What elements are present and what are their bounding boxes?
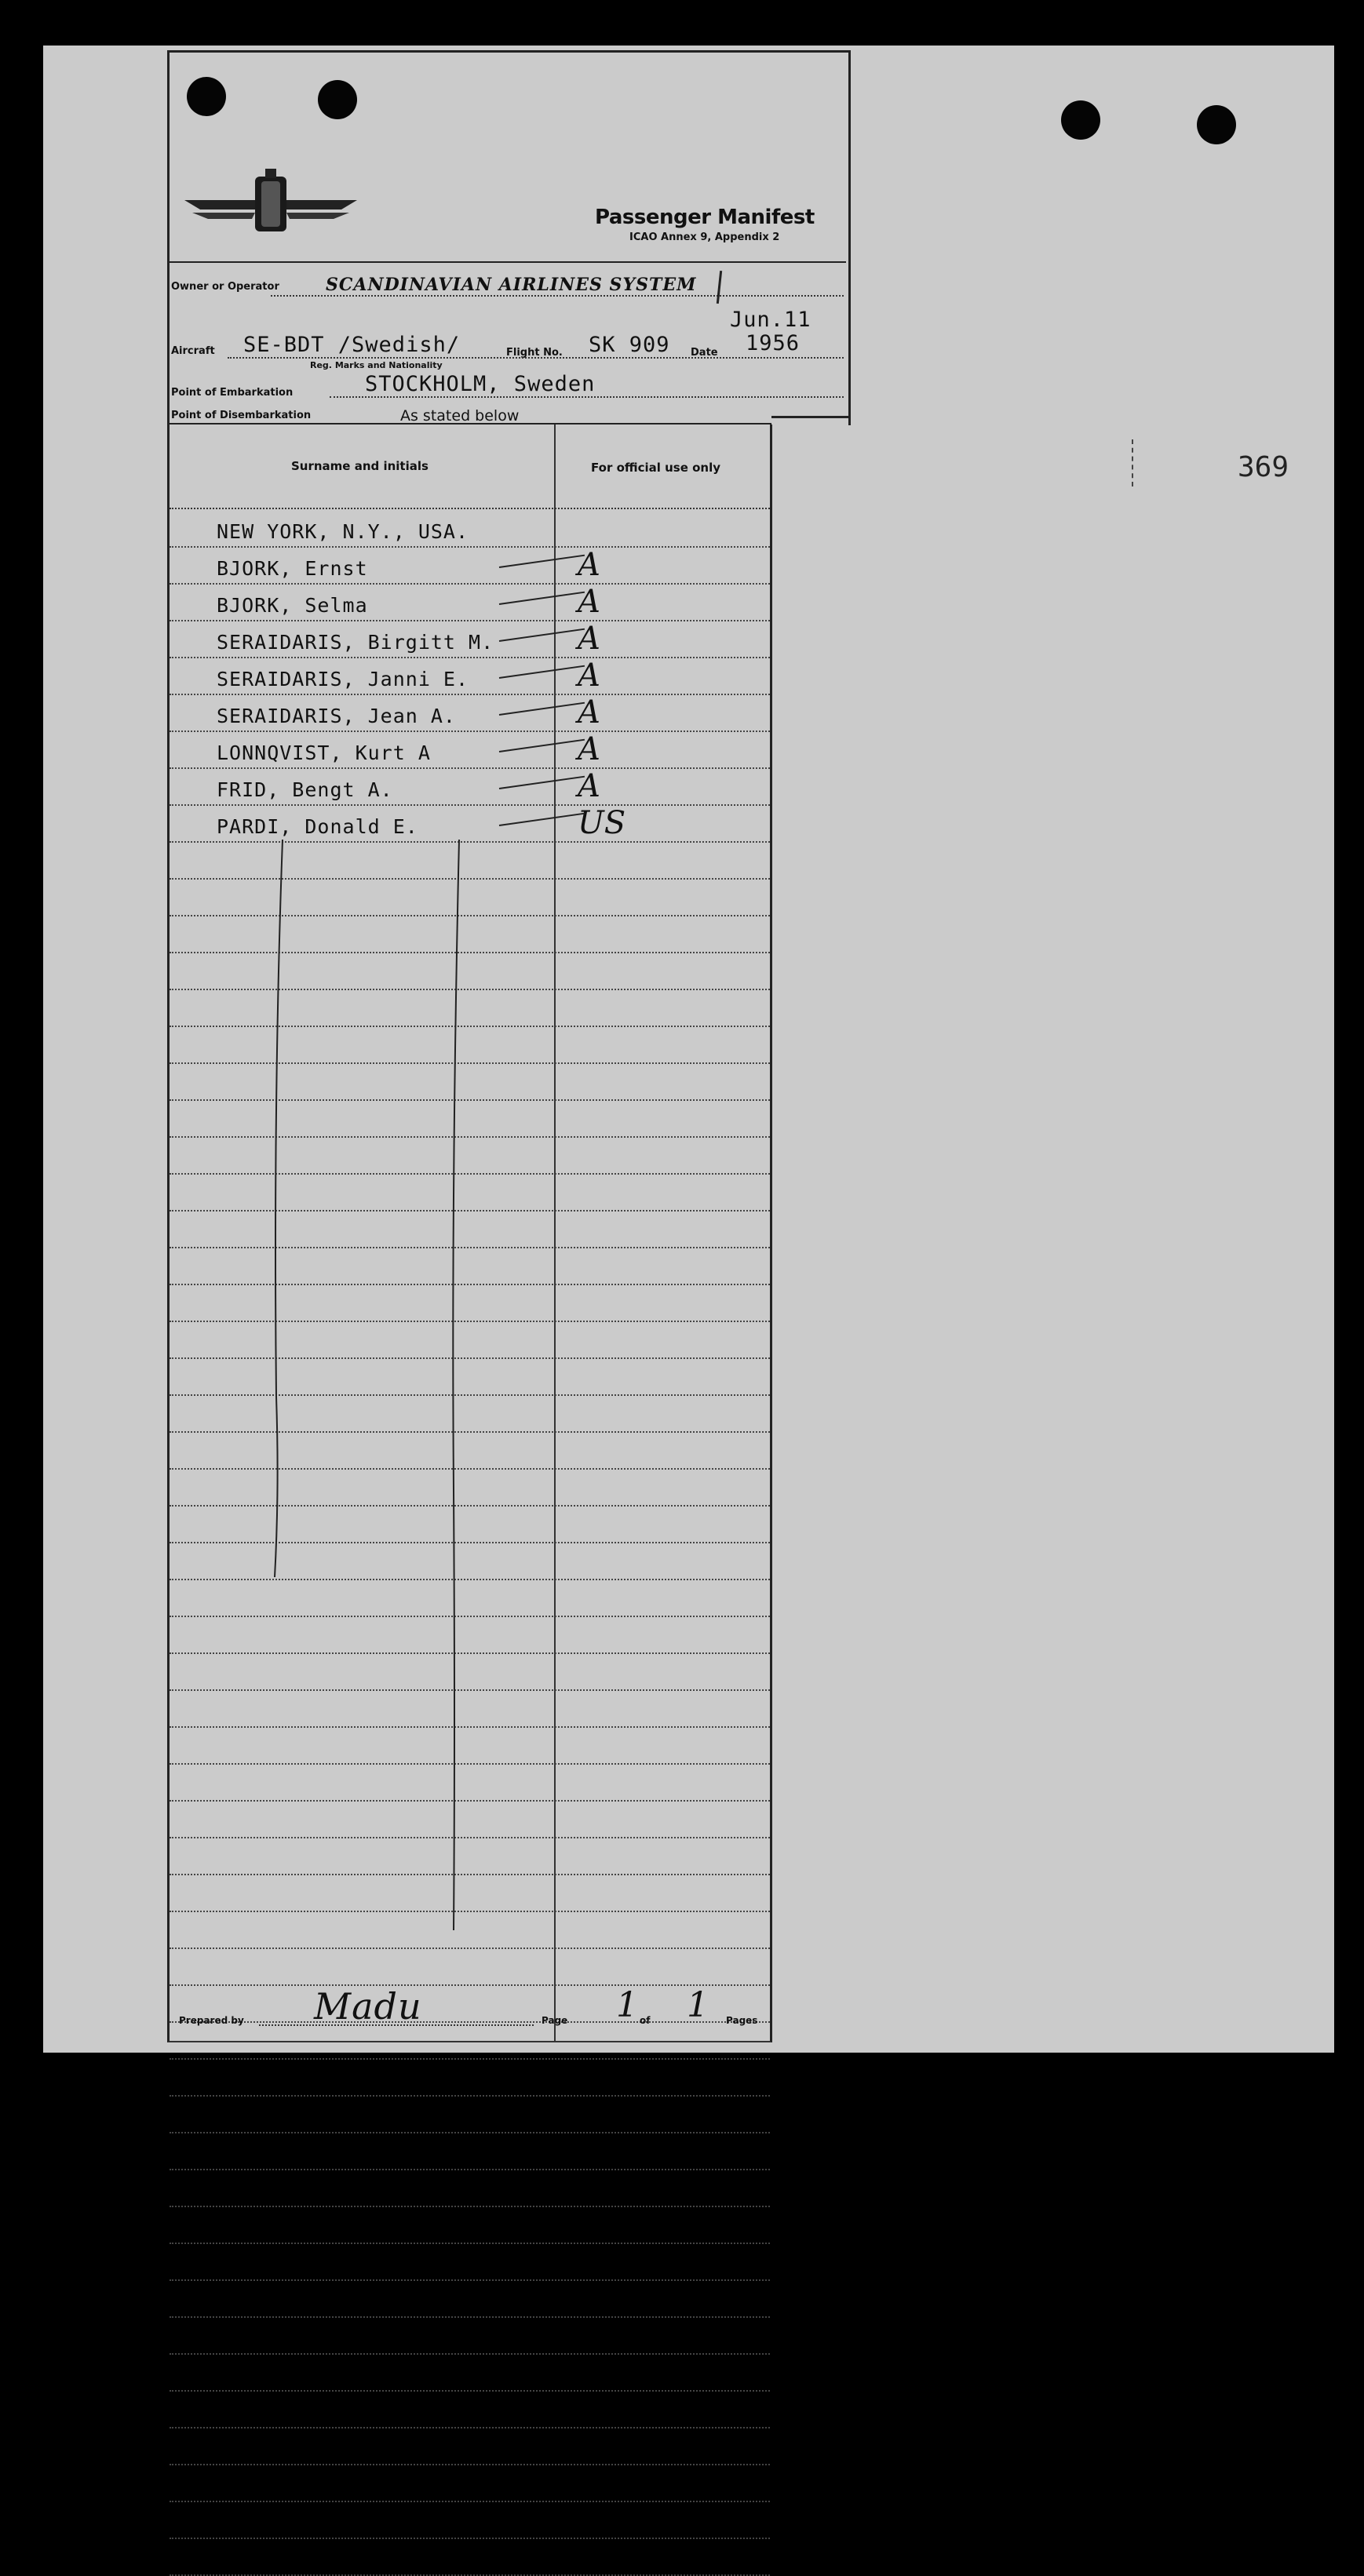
table-row bbox=[170, 1394, 770, 1433]
table-row bbox=[170, 1652, 770, 1691]
table-row bbox=[170, 657, 770, 695]
table-row bbox=[170, 1984, 770, 2023]
official-mark: A bbox=[578, 658, 600, 694]
official-mark: A bbox=[578, 584, 600, 620]
table-row bbox=[170, 1911, 770, 1949]
table-row bbox=[170, 767, 770, 806]
table-row bbox=[170, 1247, 770, 1285]
table-row bbox=[170, 1321, 770, 1359]
check-stroke bbox=[499, 555, 585, 568]
disembarkation-label: Point of Disembarkation bbox=[171, 410, 312, 421]
manifest-subtitle: ICAO Annex 9, Appendix 2 bbox=[629, 231, 780, 243]
pages-label: Pages bbox=[726, 2015, 758, 2026]
check-stroke bbox=[499, 592, 585, 605]
check-stroke bbox=[499, 702, 585, 716]
page-label: Page bbox=[542, 2015, 568, 2026]
table-row bbox=[170, 509, 770, 548]
check-stroke bbox=[499, 813, 585, 826]
table-row bbox=[170, 2501, 770, 2539]
aircraft-value: SE-BDT /Swedish/ bbox=[243, 333, 461, 357]
table-row bbox=[170, 583, 770, 621]
table-row bbox=[170, 1210, 770, 1248]
table-row bbox=[170, 1763, 770, 1802]
passenger-name: SERAIDARIS, Janni E. bbox=[217, 668, 469, 690]
official-mark: A bbox=[578, 694, 600, 731]
official-mark: A bbox=[578, 547, 600, 583]
page-number: 369 bbox=[1238, 451, 1289, 483]
table-row bbox=[170, 1689, 770, 1728]
table-row bbox=[170, 1542, 770, 1580]
reg-marks-label: Reg. Marks and Nationality bbox=[310, 360, 443, 370]
table-row bbox=[170, 1173, 770, 1211]
passenger-name: NEW YORK, N.Y., USA. bbox=[217, 520, 469, 543]
embarkation-value: STOCKHOLM, Sweden bbox=[365, 372, 596, 396]
table-row bbox=[170, 2464, 770, 2502]
passenger-table bbox=[167, 424, 772, 2042]
table-row bbox=[170, 915, 770, 953]
table-row bbox=[170, 731, 770, 769]
of-value: 1 bbox=[687, 1985, 709, 2025]
table-row bbox=[170, 878, 770, 916]
table-row bbox=[170, 1357, 770, 1396]
table-row bbox=[170, 2427, 770, 2465]
table-row bbox=[170, 2279, 770, 2318]
of-label: of bbox=[640, 2015, 651, 2026]
owner-line bbox=[271, 295, 844, 297]
flight-label: Flight No. bbox=[506, 347, 563, 359]
table-row bbox=[170, 546, 770, 585]
table-row bbox=[170, 1726, 770, 1765]
table-row bbox=[170, 2058, 770, 2097]
date-month-day: Jun.11 bbox=[730, 308, 811, 332]
passenger-name: FRID, Bengt A. bbox=[217, 778, 393, 801]
official-mark: US bbox=[578, 805, 626, 841]
table-row bbox=[170, 694, 770, 732]
table-row bbox=[170, 1136, 770, 1175]
check-stroke bbox=[499, 776, 585, 789]
table-row bbox=[170, 2316, 770, 2355]
date-year: 1956 bbox=[746, 331, 801, 355]
table-row bbox=[170, 989, 770, 1027]
table-row bbox=[170, 1505, 770, 1543]
table-row bbox=[170, 1579, 770, 1617]
table-row bbox=[170, 2095, 770, 2133]
table-row bbox=[170, 2132, 770, 2170]
table-row bbox=[170, 1099, 770, 1138]
col-official-header: For official use only bbox=[591, 461, 721, 475]
table-row bbox=[170, 804, 770, 843]
table-row bbox=[170, 1874, 770, 1912]
table-row bbox=[170, 2243, 770, 2281]
table-row bbox=[170, 2021, 770, 2060]
header-corner bbox=[771, 416, 848, 418]
table-row bbox=[170, 1062, 770, 1101]
punch-hole bbox=[1197, 105, 1236, 144]
passenger-name: SERAIDARIS, Jean A. bbox=[217, 705, 456, 727]
page-value: 1 bbox=[616, 1985, 639, 2025]
owner-value: SCANDINAVIAN AIRLINES SYSTEM bbox=[326, 275, 697, 295]
owner-label: Owner or Operator bbox=[171, 281, 279, 293]
table-row bbox=[170, 2169, 770, 2207]
official-mark: A bbox=[578, 768, 600, 804]
table-row bbox=[170, 841, 770, 880]
table-row bbox=[170, 1284, 770, 1322]
disembarkation-value: As stated below bbox=[400, 407, 520, 424]
title-divider bbox=[167, 261, 846, 263]
table-row bbox=[170, 2390, 770, 2428]
table-row bbox=[170, 1837, 770, 1875]
prepared-signature: Madu bbox=[314, 1985, 422, 2028]
official-mark: A bbox=[578, 731, 600, 767]
table-header bbox=[170, 424, 770, 509]
embarkation-line bbox=[330, 396, 844, 398]
passenger-name: LONNQVIST, Kurt A bbox=[217, 741, 431, 764]
table-row bbox=[170, 2353, 770, 2392]
table-row bbox=[170, 1468, 770, 1507]
table-row bbox=[170, 2538, 770, 2576]
embarkation-label: Point of Embarkation bbox=[171, 387, 294, 399]
check-stroke bbox=[499, 629, 585, 642]
aircraft-line bbox=[228, 357, 844, 359]
table-row bbox=[170, 1800, 770, 1838]
date-label: Date bbox=[691, 347, 718, 359]
passenger-name: BJORK, Selma bbox=[217, 594, 368, 617]
punch-hole bbox=[1061, 100, 1100, 140]
passenger-name: BJORK, Ernst bbox=[217, 557, 368, 580]
airline-logo-icon bbox=[177, 169, 365, 247]
table-row bbox=[170, 1431, 770, 1470]
check-stroke bbox=[499, 739, 585, 752]
manifest-title: Passenger Manifest bbox=[595, 206, 815, 229]
flight-value: SK 909 bbox=[589, 333, 670, 357]
table-row bbox=[170, 2206, 770, 2244]
check-stroke bbox=[499, 665, 585, 679]
official-mark: A bbox=[578, 621, 600, 657]
passenger-name: SERAIDARIS, Birgitt M. bbox=[217, 631, 494, 654]
margin-mark bbox=[1132, 439, 1133, 486]
table-row bbox=[170, 1947, 770, 1986]
table-row bbox=[170, 620, 770, 658]
col-names-header: Surname and initials bbox=[291, 459, 429, 473]
passenger-name: PARDI, Donald E. bbox=[217, 815, 418, 838]
prepared-label: Prepared by bbox=[179, 2015, 244, 2026]
table-row bbox=[170, 1616, 770, 1654]
table-row bbox=[170, 1026, 770, 1064]
aircraft-label: Aircraft bbox=[171, 345, 215, 357]
table-row bbox=[170, 952, 770, 990]
